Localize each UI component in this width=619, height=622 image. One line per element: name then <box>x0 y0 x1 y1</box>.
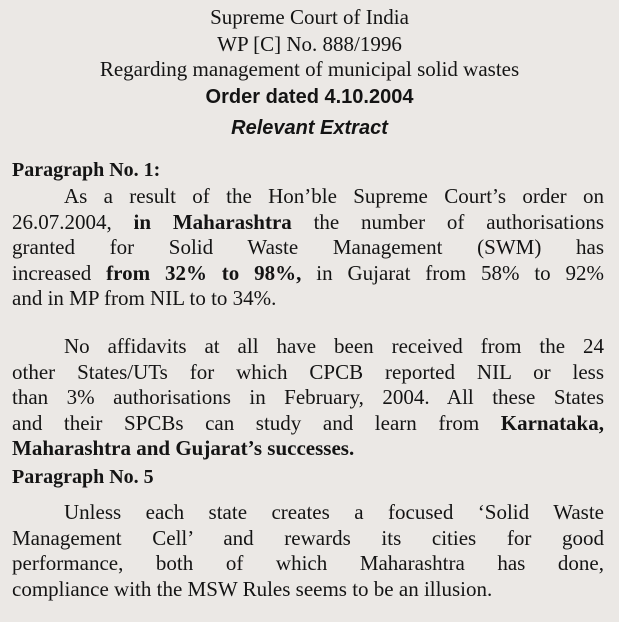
text-line: and in MP from NIL to to 34%. <box>12 286 277 310</box>
text-line <box>12 411 604 437</box>
text-run: in Gujarat from 58% to 92% <box>301 260 604 285</box>
case-number: WP [C] No. 888/1996 <box>217 32 402 56</box>
text-line: Unless each state creates a focused ‘Solid Waste <box>64 500 604 524</box>
emphasis-text: Maharashtra and Gujarat’s successes. <box>12 436 355 460</box>
text-line: than 3% authorisations in February, 2004. All these States <box>12 385 604 409</box>
text-line <box>12 210 604 236</box>
extract-label: Relevant Extract <box>231 117 388 139</box>
text-line: granted for Solid Waste Management (SWM) has <box>12 235 604 259</box>
text-line: performance, both of which Maharashtra has done, <box>12 551 604 575</box>
text-line: compliance with the MSW Rules seems to be an illusion. <box>12 576 493 601</box>
paragraph-1-title: Paragraph No. 1: <box>12 159 161 181</box>
text-line <box>12 261 604 287</box>
text-run: and their SPCBs can study and learn from <box>12 410 501 435</box>
paragraph-1-body-1 <box>12 184 604 312</box>
court-name: Supreme Court of India <box>210 5 409 29</box>
case-subject: Regarding management of municipal solid wastes <box>99 57 520 81</box>
text-line: Management Cell’ and rewards its cities for good <box>12 525 604 550</box>
text-run: increased <box>12 260 107 285</box>
paragraph-1-body-2 <box>12 334 604 462</box>
paragraph-5-title: Paragraph No. 5 <box>12 466 154 488</box>
text-line: other States/UTs for which CPCB reported NIL or less <box>12 359 604 384</box>
order-date: Order dated 4.10.2004 <box>205 86 414 108</box>
emphasis-text: Karnataka, <box>500 410 604 435</box>
paragraph-5-body <box>12 500 604 602</box>
text-line: As a result of the Hon’ble Supreme Court’s order on <box>64 184 604 208</box>
text-line: No affidavits at all have been received from the 24 <box>64 334 604 358</box>
text-run: the number of authorisations <box>291 209 605 234</box>
text-line <box>12 436 604 462</box>
text-run: 26.07.2004, <box>12 209 134 234</box>
emphasis-text: from 32% to 98%, <box>106 260 302 285</box>
emphasis-text: in Maharashtra <box>133 209 292 234</box>
